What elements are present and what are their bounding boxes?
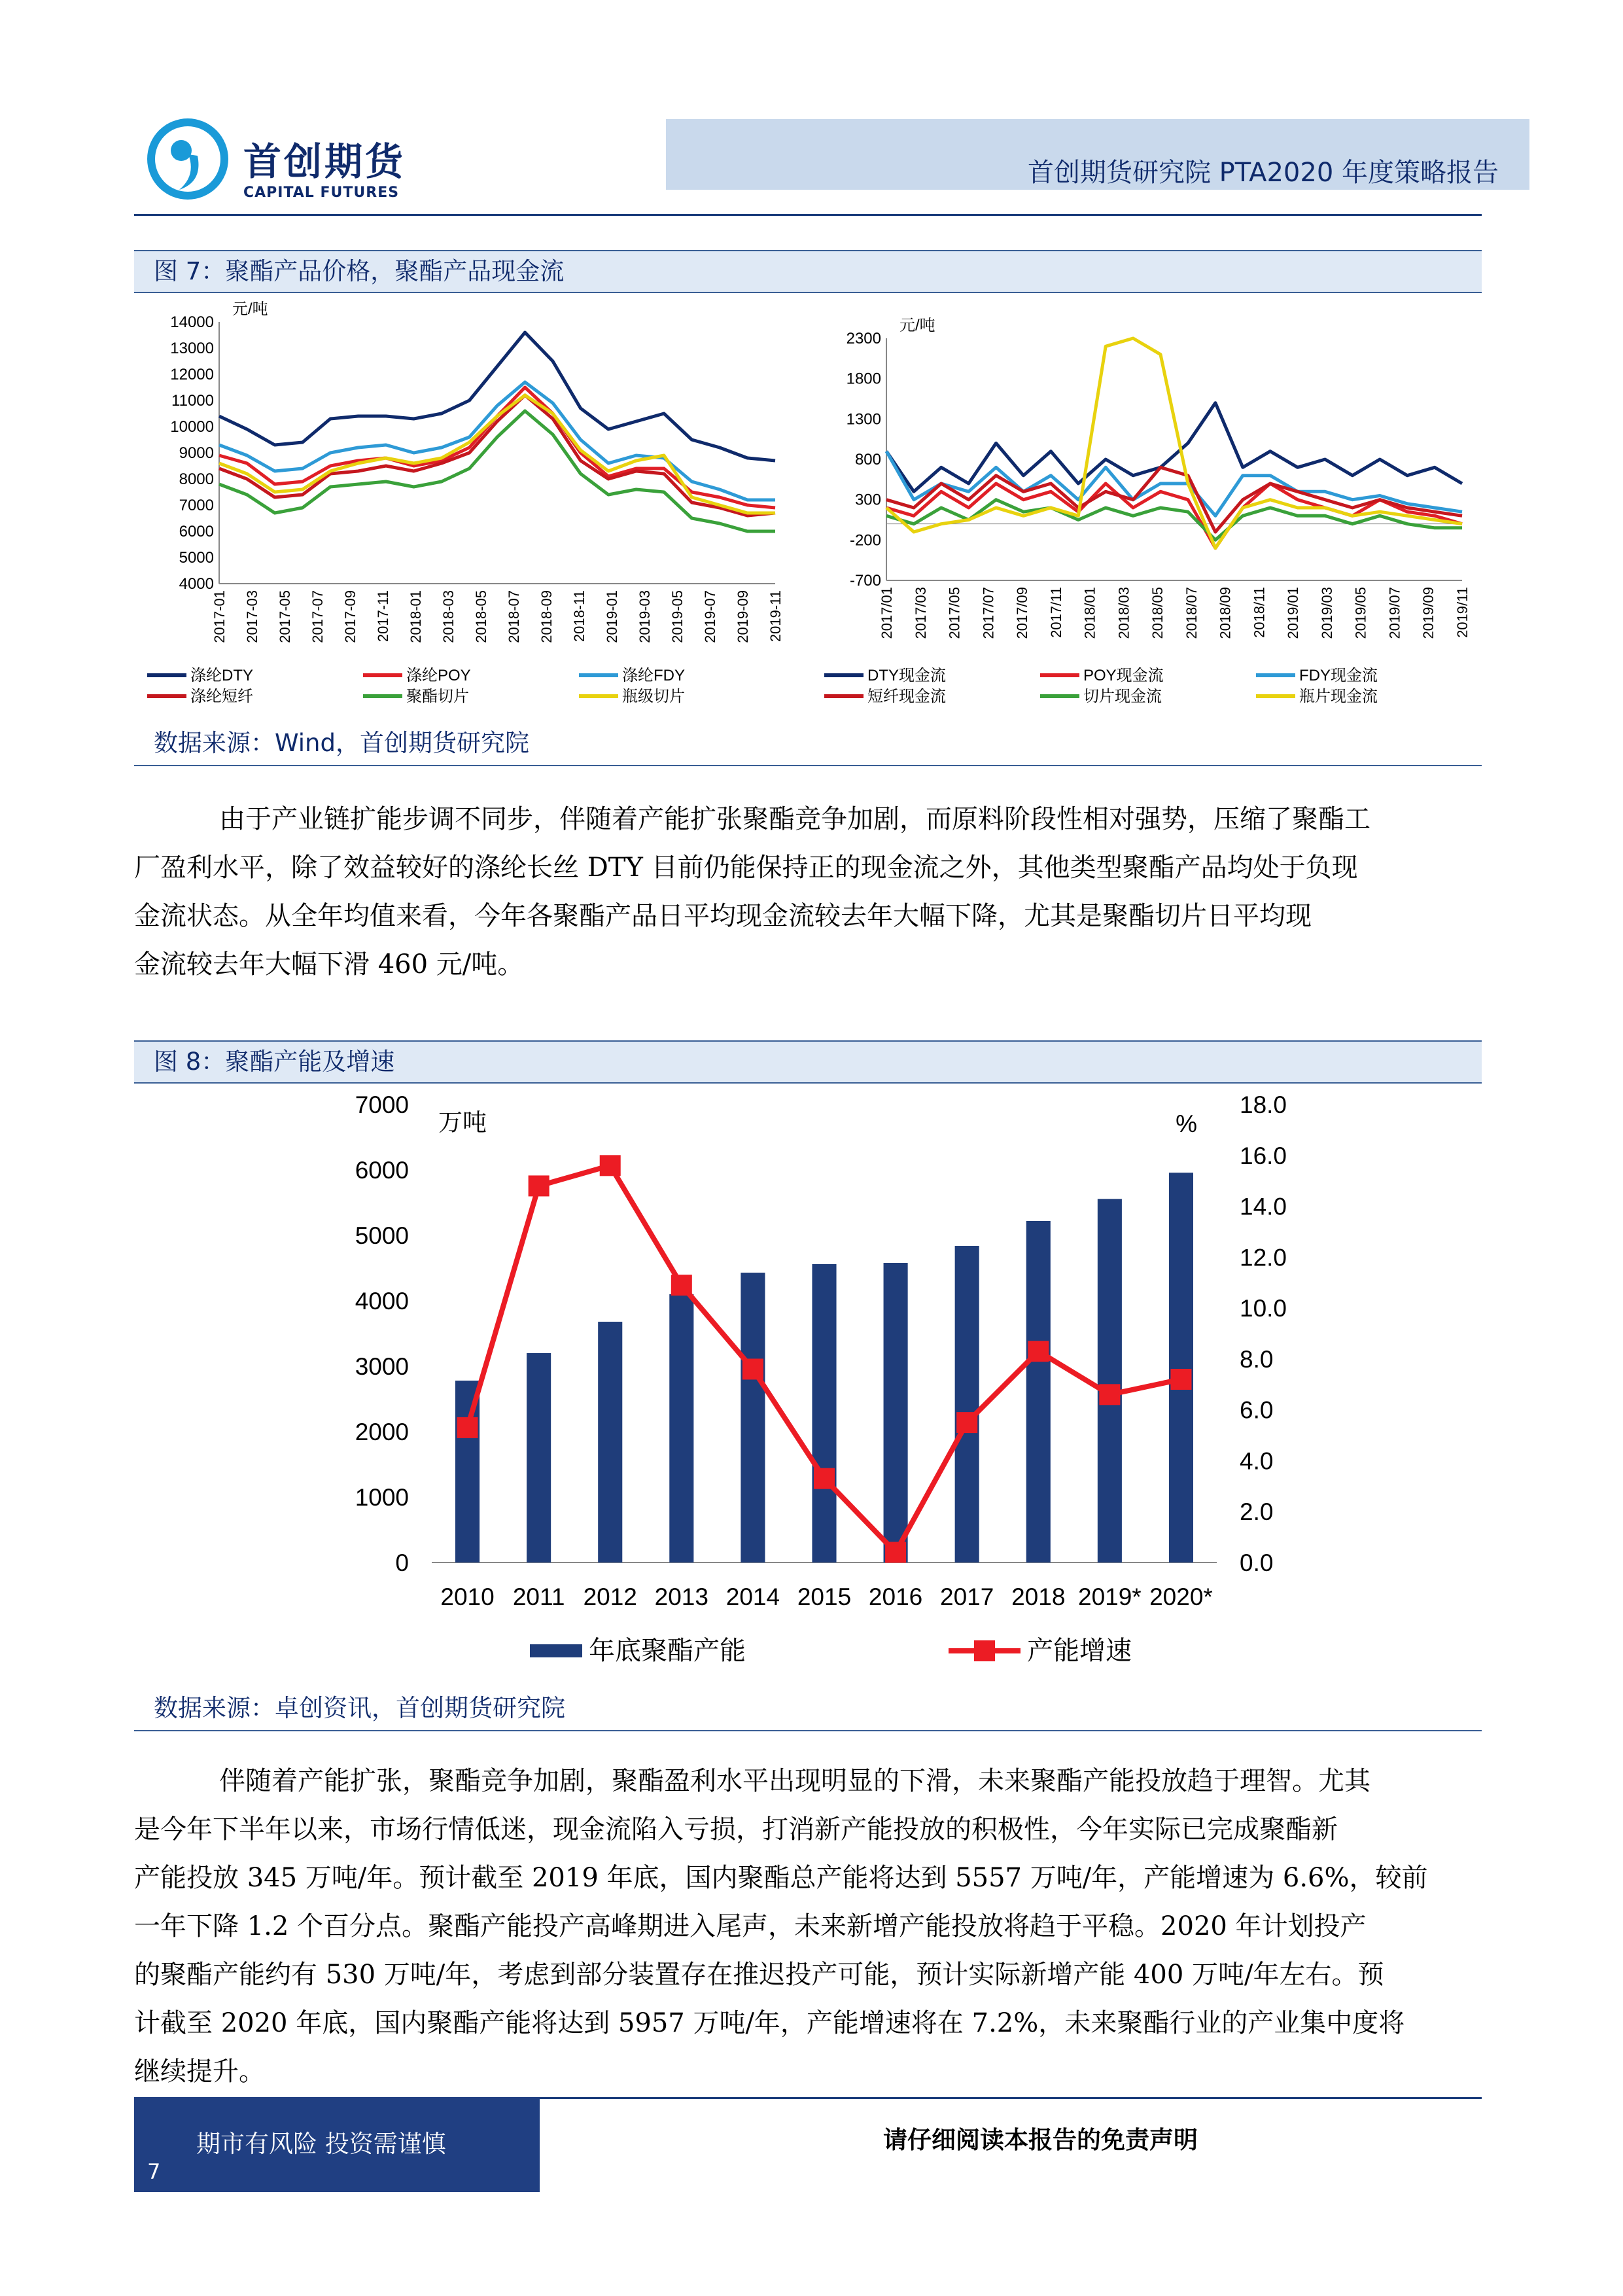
y-tick-label: 3000 [355, 1353, 409, 1380]
y-tick-label: 7000 [179, 497, 214, 514]
legend-label: 瓶级切片 [622, 688, 685, 705]
y-tick-label: 5000 [179, 549, 214, 567]
y2-tick-label: 0.0 [1240, 1549, 1274, 1576]
capacity-bar [884, 1263, 908, 1563]
x-tick-label: 2018-05 [473, 590, 489, 643]
x-tick-label: 2017/07 [980, 587, 997, 639]
capacity-bar [669, 1294, 693, 1563]
paragraph-capacity [134, 1757, 1482, 2096]
y2-tick-label: 18.0 [1240, 1091, 1287, 1118]
y2-tick-label: 12.0 [1240, 1244, 1287, 1271]
y-tick-label: 4000 [179, 575, 214, 593]
x-tick-label: 2018/11 [1251, 587, 1268, 638]
legend-label: 年底聚酯产能 [589, 1636, 746, 1665]
x-tick-label: 2019-05 [669, 590, 686, 643]
capacity-bar [1026, 1221, 1051, 1563]
figure7-caption: 图 7：聚酯产品价格，聚酯产品现金流 [134, 250, 1482, 293]
x-tick-label: 2017/09 [1014, 587, 1031, 639]
x-tick-label: 2019* [1078, 1583, 1142, 1610]
y-tick-label: 8000 [179, 470, 214, 488]
logo-name-cn: 首创期货 [243, 139, 406, 184]
x-tick-label: 2018-03 [440, 590, 457, 643]
paragraph-line: 计截至 2020 年底，国内聚酯产能将达到 5957 万吨/年，产能增速将在 7.2%，未来聚酯行业的产业集中度将 [134, 2008, 1405, 2038]
y2-tick-label: 4.0 [1240, 1447, 1274, 1475]
legend-label: 切片现金流 [1083, 688, 1162, 705]
x-tick-label: 2011 [512, 1583, 565, 1610]
x-tick-label: 2018/05 [1149, 587, 1166, 639]
y2-tick-label: 16.0 [1240, 1142, 1287, 1169]
risk-warning: 期市有风险 投资需谨慎 [196, 2130, 446, 2158]
legend-label: 涤纶FDY [622, 667, 685, 684]
capacity-bar [1098, 1199, 1122, 1563]
growth-point [671, 1275, 692, 1296]
x-tick-label: 2014 [725, 1583, 780, 1610]
y-tick-label: 0 [395, 1549, 409, 1576]
y2-tick-label: 10.0 [1240, 1295, 1287, 1322]
disclaimer-link[interactable]: 请仔细阅读本报告的免责声明 [883, 2126, 1198, 2154]
capacity-bar [527, 1353, 551, 1563]
legend-label: 涤纶POY [406, 667, 471, 684]
legend-label: 涤纶DTY [190, 667, 253, 684]
x-tick-label: 2019-01 [604, 590, 620, 643]
growth-point [600, 1155, 621, 1176]
paragraph-line: 产能投放 345 万吨/年。预计截至 2019 年底，国内聚酯总产能将达到 5557 万吨/年，产能增速为 6.6%，较前 [134, 1863, 1428, 1893]
y-tick-label: 6000 [355, 1157, 409, 1184]
y-tick-label: 7000 [355, 1091, 409, 1118]
y-tick-label: 14000 [170, 313, 214, 331]
capacity-bar [812, 1264, 836, 1563]
x-tick-label: 2020* [1149, 1583, 1213, 1610]
y-tick-label: 2000 [355, 1419, 409, 1445]
x-tick-label: 2017/05 [946, 587, 963, 639]
legend-label: 短纤现金流 [867, 688, 946, 705]
x-tick-label: 2017-05 [277, 590, 293, 643]
x-tick-label: 2019-09 [735, 590, 751, 643]
x-tick-label: 2018/09 [1217, 587, 1234, 639]
x-tick-label: 2018 [1011, 1583, 1066, 1610]
x-tick-label: 2017 [940, 1583, 994, 1610]
legend-label: 涤纶短纤 [190, 688, 253, 705]
y2-tick-label: 14.0 [1240, 1193, 1287, 1220]
capacity-bar [598, 1322, 622, 1563]
y-axis-unit: 元/吨 [232, 300, 268, 318]
paragraph-line: 厂盈利水平，除了效益较好的涤纶长丝 DTY 目前仍能保持正的现金流之外，其他类型聚酯产品均处于负现 [134, 853, 1358, 883]
x-tick-label: 2017-01 [211, 590, 228, 643]
y-tick-label: 5000 [355, 1222, 409, 1249]
y-tick-label: 13000 [170, 340, 214, 357]
paragraph-line: 继续提升。 [134, 2057, 265, 2087]
x-tick-label: 2019/03 [1318, 587, 1335, 639]
y-tick-label: 2300 [846, 330, 881, 347]
x-tick-label: 2017-07 [309, 590, 326, 643]
x-tick-label: 2019/07 [1386, 587, 1403, 639]
report-title: 首创期货研究院 PTA2020 年度策略报告 [1027, 158, 1499, 188]
paragraph-line: 金流较去年大幅下滑 460 元/吨。 [134, 949, 524, 980]
capacity-chart [307, 1085, 1328, 1687]
y-tick-label: -700 [849, 572, 881, 590]
x-tick-label: 2019-11 [767, 590, 784, 643]
header-divider [134, 214, 1482, 216]
legend-label: 聚酯切片 [406, 688, 469, 705]
y-tick-label: 1000 [355, 1484, 409, 1511]
x-tick-label: 2018-07 [506, 590, 522, 643]
y-tick-label: -200 [849, 531, 881, 550]
capacity-bar [955, 1246, 979, 1563]
paragraph-cashflow [134, 795, 1482, 989]
capacity-bar [741, 1273, 765, 1563]
legend-marker [974, 1640, 995, 1661]
growth-point [885, 1542, 906, 1563]
y2-tick-label: 6.0 [1240, 1396, 1274, 1424]
y2-axis-unit: % [1176, 1110, 1197, 1137]
legend-label: FDY现金流 [1299, 667, 1378, 684]
y-tick-label: 10000 [170, 418, 214, 436]
x-tick-label: 2017-11 [375, 590, 391, 643]
x-tick-label: 2017/03 [912, 587, 929, 639]
x-tick-label: 2017/01 [879, 587, 895, 639]
legend-label: 产能增速 [1027, 1636, 1132, 1665]
paragraph-line: 一年下降 1.2 个百分点。聚酯产能投产高峰期进入尾声，未来新增产能投放将趋于平稳。2020 年计划投产 [134, 1911, 1367, 1941]
y-tick-label: 6000 [179, 523, 214, 540]
x-tick-label: 2017-09 [342, 590, 358, 643]
figure7-source: 数据来源：Wind，首创期货研究院 [134, 722, 1482, 766]
cashflow-chart [811, 296, 1482, 721]
growth-point [814, 1468, 835, 1489]
x-tick-label: 2018-09 [538, 590, 555, 643]
growth-point [956, 1412, 977, 1433]
x-tick-label: 2012 [583, 1583, 637, 1610]
y2-tick-label: 8.0 [1240, 1345, 1274, 1373]
x-tick-label: 2015 [797, 1583, 852, 1610]
paragraph-line: 由于产业链扩能步调不同步，伴随着产能扩张聚酯竞争加剧，而原料阶段性相对强势，压缩了聚酯工 [219, 804, 1370, 834]
x-tick-label: 2018-11 [571, 590, 587, 643]
capacity-bar [1169, 1173, 1193, 1563]
growth-point [742, 1358, 763, 1379]
legend-label: DTY现金流 [867, 667, 946, 684]
price-chart [134, 296, 788, 721]
y-axis-unit: 元/吨 [899, 317, 935, 334]
x-tick-label: 2019/09 [1420, 587, 1437, 639]
x-tick-label: 2019-07 [702, 590, 718, 643]
y-tick-label: 11000 [171, 392, 214, 410]
paragraph-line: 的聚酯产能约有 530 万吨/年，考虑到部分装置存在推迟投产可能，预计实际新增产能 400 万吨/年左右。预 [134, 1960, 1384, 1990]
x-tick-label: 2019/01 [1285, 587, 1302, 639]
y-tick-label: 1800 [846, 370, 881, 388]
x-tick-label: 2010 [440, 1583, 495, 1610]
x-tick-label: 2018-01 [408, 590, 424, 643]
y-tick-label: 300 [854, 491, 881, 509]
paragraph-line: 是今年下半年以来，市场行情低迷，现金流陷入亏损，打消新产能投放的积极性，今年实际已完成聚酯新 [134, 1814, 1338, 1845]
y-tick-label: 1300 [846, 410, 881, 429]
figure8-caption: 图 8：聚酯产能及增速 [134, 1040, 1482, 1084]
series-line [219, 411, 775, 531]
x-tick-label: 2017/11 [1047, 587, 1064, 638]
x-tick-label: 2017-03 [244, 590, 260, 643]
figure8-source: 数据来源：卓创资讯，首创期货研究院 [134, 1687, 1482, 1731]
growth-point [457, 1417, 478, 1438]
legend-label: POY现金流 [1083, 667, 1164, 684]
y-tick-label: 4000 [355, 1288, 409, 1315]
y-axis-unit: 万吨 [438, 1109, 487, 1136]
y-tick-label: 12000 [170, 366, 214, 383]
growth-point [1028, 1341, 1049, 1362]
x-tick-label: 2016 [868, 1583, 923, 1610]
x-tick-label: 2013 [654, 1583, 708, 1610]
page-number: 7 [147, 2159, 161, 2184]
x-tick-label: 2019-03 [637, 590, 653, 643]
legend-label: 瓶片现金流 [1299, 688, 1378, 705]
x-tick-label: 2019/11 [1454, 587, 1471, 638]
x-tick-label: 2018/07 [1183, 587, 1200, 639]
series-line [219, 332, 775, 461]
growth-point [529, 1175, 550, 1196]
y2-tick-label: 2.0 [1240, 1498, 1274, 1526]
legend-swatch [530, 1644, 582, 1657]
x-tick-label: 2019/05 [1352, 587, 1369, 639]
x-tick-label: 2018/03 [1115, 587, 1132, 639]
paragraph-line: 伴随着产能扩张，聚酯竞争加剧，聚酯盈利水平出现明显的下滑，未来聚酯产能投放趋于理智。尤其 [219, 1766, 1370, 1796]
logo-name-en: CAPITAL FUTURES [243, 185, 400, 201]
growth-point [1099, 1384, 1120, 1405]
growth-point [1170, 1369, 1191, 1390]
y-tick-label: 800 [854, 451, 881, 468]
x-tick-label: 2018/01 [1081, 587, 1098, 639]
paragraph-line: 金流状态。从全年均值来看，今年各聚酯产品日平均现金流较去年大幅下降，尤其是聚酯切片日平均现 [134, 901, 1312, 931]
company-logo-icon [145, 116, 230, 202]
y-tick-label: 9000 [179, 444, 214, 462]
